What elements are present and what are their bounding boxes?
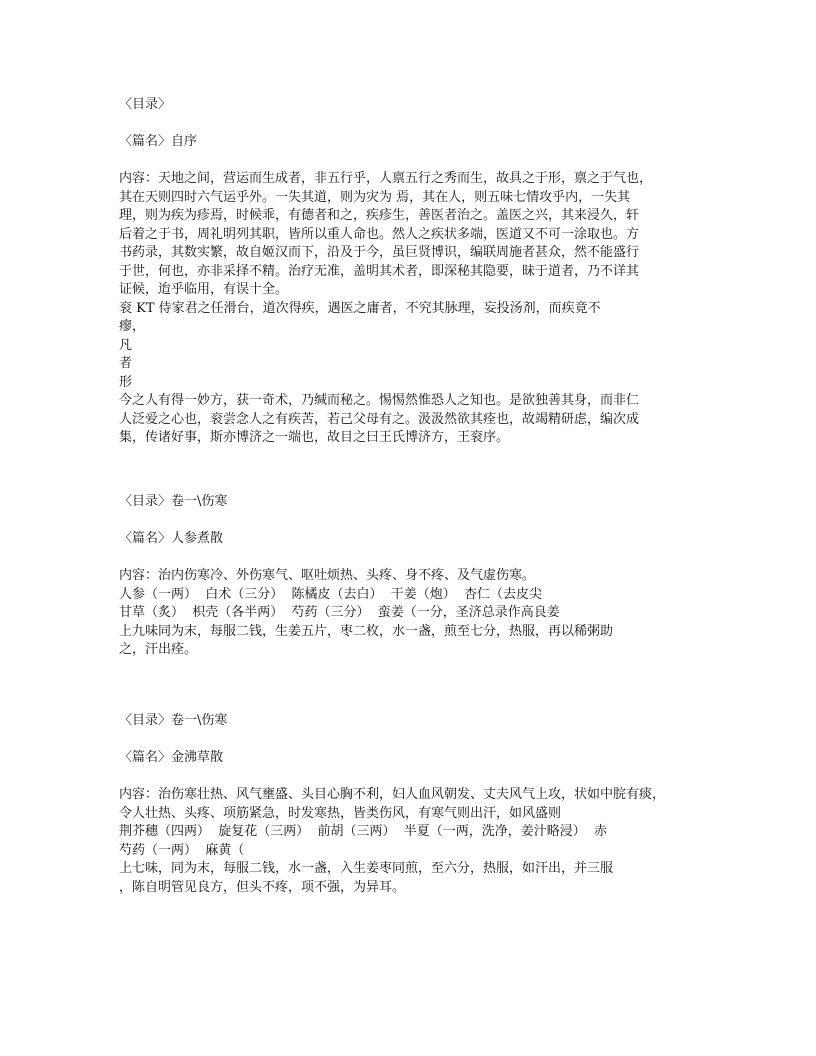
content-line: 内容：治伤寒壮热、风气壅盛、头目心胸不利，妇人血风朝发、丈夫风气上攻，状如中脘有痰， xyxy=(119,787,666,802)
content-line: 其在天则四时六气运乎外。一失其道，则为灾为 焉，其在人，则五味七情攻乎内，一失其 xyxy=(119,189,631,205)
content-line: 今之人有得一妙方，获一奇术，乃缄而秘之。惕惕然惟恐人之知也。是欲独善其身，而非仁 xyxy=(119,393,640,408)
blank-line xyxy=(119,549,719,568)
content-line: 上九味同为末，每服二钱，生姜五片，枣二枚，水一盏，煎至七分，热服，再以稀粥助 xyxy=(119,623,614,639)
content-line: 上七味，同为末，每服二钱，水一盏，入生姜枣同煎，至六分，热服，如汗出，并三服 xyxy=(119,861,614,876)
content-line: 令人壮热、头疼、项筋紧急，时发寒热，皆类伤风，有寒气则出汗，如风盛则 xyxy=(119,805,562,821)
blank-line xyxy=(119,152,719,171)
content-line: 凡 xyxy=(119,337,133,353)
content-line: 芍药（一两） 麻黄（ xyxy=(119,842,245,858)
content-line: 后着之于书，周礼明列其职，皆所以重人命也。然人之疾状多端，医道又不可一涂取也。方 xyxy=(119,226,640,242)
section-renshen-zhusan xyxy=(119,493,719,660)
section-jinfeicao-san xyxy=(119,712,719,897)
content-line: 人参（一两） 白术（三分） 陈橘皮（去白） 干姜（炮） 杏仁（去皮尖 xyxy=(119,586,543,602)
content-line: 人泛爱之心也，衮尝念人之有疾苦，若己父母有之。汲汲然欲其痊也，故竭精研虑，编次成 xyxy=(119,411,640,427)
catalog-heading: 〈目录〉 xyxy=(119,97,172,112)
content-line: 书药录，其数实繁，故自姬汉而下，沿及于今，虽巨贤博识，编联周施者甚众，然不能盛行 xyxy=(119,245,640,260)
catalog-heading: 〈目录〉卷一\伤寒 xyxy=(119,713,228,728)
article-title: 〈篇名〉人参煮散 xyxy=(119,531,224,546)
blank-line xyxy=(119,115,719,134)
article-title: 〈篇名〉金沸草散 xyxy=(119,750,224,765)
content-line: 衮 KT 侍家君之任滑台，道次得疾，遇医之庸者，不究其脉理，妄投汤剂，而疾竟不 xyxy=(119,300,601,316)
content-line: 者 xyxy=(119,356,133,371)
content-line: 证候，迨乎临用，有误十全。 xyxy=(119,282,289,297)
blank-line xyxy=(119,512,719,531)
content-line: 之，汗出痊。 xyxy=(119,642,198,657)
content-line: 形 xyxy=(119,374,133,390)
article-title: 〈篇名〉自序 xyxy=(119,134,198,149)
content-line: 理，则为疾为疹焉，时候乖，有德者和之，疾疹生，善医者治之。盖医之兴，其来浸久，轩 xyxy=(119,208,640,223)
content-line: 集，传诸好事，斯亦博济之一端也，故目之曰王氏博济方，王衮序。 xyxy=(119,430,510,445)
blank-line xyxy=(119,768,719,787)
catalog-heading: 〈目录〉卷一\伤寒 xyxy=(119,494,228,509)
content-line: 内容：天地之间，营运而生成者，非五行乎，人禀五行之秀而生，故具之于形，禀之于气也， xyxy=(119,171,653,186)
section-preface xyxy=(119,96,719,448)
content-line: 于世，何也，亦非采择不精。治疗无准，盖明其术者，即深秘其隐要，昧于道者，乃不详其 xyxy=(119,263,640,279)
blank-line xyxy=(119,731,719,750)
content-line: 内容：治内伤寒冷、外伤寒气、呕吐烦热、头疼、身不疼、及气虚伤寒。 xyxy=(119,568,536,583)
content-line: 甘草（炙） 枳壳（各半两） 芍药（三分） 蛮姜（一分，圣济总录作高良姜 xyxy=(119,605,560,620)
content-line: 瘳， xyxy=(119,319,146,334)
content-line: 荆芥穗（四两） 旋复花（三两） 前胡（三两） 半夏（一两，洗净，姜汁略浸） 赤 xyxy=(119,824,608,839)
content-line: ，陈自明管见良方，但头不疼，项不强，为异耳。 xyxy=(119,879,406,895)
